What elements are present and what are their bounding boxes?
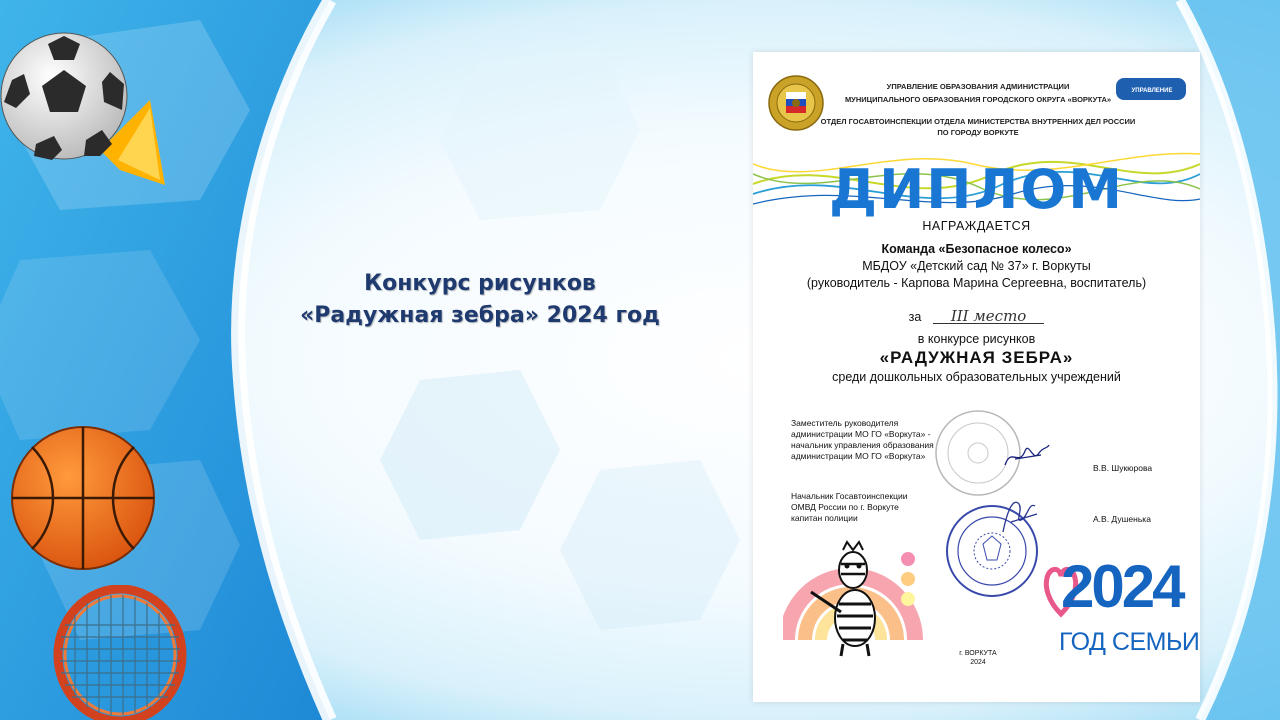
year-small: 2024 [970, 659, 986, 666]
org-subheader [813, 116, 1143, 138]
logo-text: УПРАВЛЕНИЕ [1131, 88, 1173, 94]
signer2-name: А.В. Душенька [1093, 514, 1151, 524]
org-header [813, 80, 1143, 106]
signature-2 [993, 492, 1043, 537]
slide-title-line1: Конкурс рисунков [364, 271, 596, 296]
contest-prefix: в конкурсе рисунков [917, 332, 1036, 346]
awarded-label: НАГРАЖДАЕТСЯ [922, 219, 1031, 233]
org-line1: УПРАВЛЕНИЕ ОБРАЗОВАНИЯ АДМИНИСТРАЦИИ [886, 82, 1070, 91]
contest-name: «РАДУЖНАЯ ЗЕБРА» [879, 348, 1074, 367]
school-name: МБДОУ «Детский сад № 37» г. Воркуты [862, 259, 1091, 273]
signer1-line: администрации МО ГО «Воркута» [791, 451, 926, 461]
diploma [753, 52, 1200, 702]
signer1-line: Заместитель руководителя [791, 418, 899, 428]
signer2-line: капитан полиции [791, 513, 858, 523]
signer2-line: Начальник Госавтоинспекции [791, 491, 908, 501]
org-line3: ОТДЕЛ ГОСАВТОИНСПЕКЦИИ ОТДЕЛА МИНИСТЕРСТВА ВНУТРЕННИХ ДЕЛ РОССИИ [820, 117, 1136, 126]
place-prefix: за [908, 310, 922, 324]
year-of-family-number: 2024 [1061, 553, 1183, 620]
team-name: Команда «Безопасное колесо» [881, 242, 1072, 256]
city-year [943, 649, 1013, 667]
year-of-family-caption: ГОД СЕМЬИ [1059, 628, 1200, 656]
org-line2: МУНИЦИПАЛЬНОГО ОБРАЗОВАНИЯ ГОРОДСКОГО ОКРУГА «ВОРКУТА» [844, 95, 1112, 104]
soccer-ball-icon [0, 32, 132, 162]
org-line4: ПО ГОРОДУ ВОРКУТЕ [937, 128, 1019, 137]
traffic-light-icon [899, 550, 917, 608]
contest-among: среди дошкольных образовательных учреждений [832, 370, 1121, 384]
leader-name: (руководитель - Карпова Марина Сергеевна, воспитатель) [806, 276, 1147, 290]
place-row [753, 309, 1200, 324]
signature-1 [1001, 437, 1051, 473]
signer1-line: начальник управления образования [791, 440, 934, 450]
signer1-name: В.В. Шукюрова [1093, 463, 1153, 473]
diploma-title: ДИПЛОМ [829, 158, 1124, 221]
city-name: г. ВОРКУТА [959, 650, 997, 657]
slide-title-line2: «Радужная зебра» 2024 год [300, 303, 660, 328]
place-value: III место [933, 309, 1045, 324]
signer2-line: ОМВД России по г. Воркуте [791, 502, 899, 512]
basketball-icon [10, 425, 158, 571]
slide-title [300, 268, 660, 332]
tennis-racket-icon [50, 585, 200, 720]
signer1-line: администрации МО ГО «Воркута» - [791, 429, 931, 439]
